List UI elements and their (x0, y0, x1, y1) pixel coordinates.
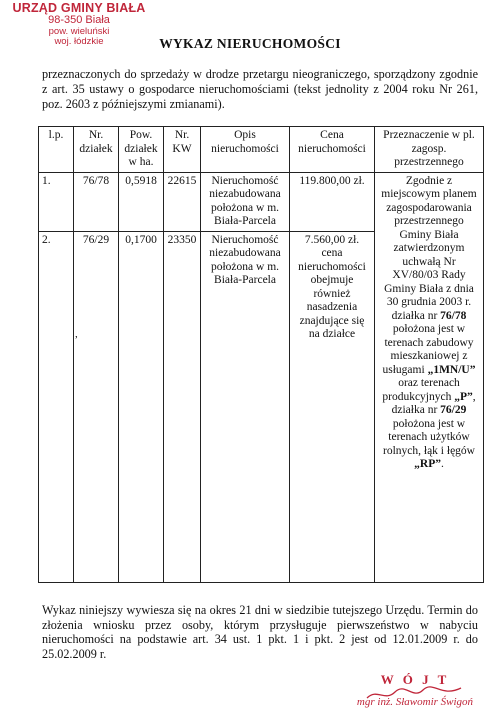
purpose-text: , działka nr (391, 390, 476, 416)
stamp-postal-address: 98-350 Biała (48, 14, 110, 27)
purpose-parcel-7678: 76/78 (440, 309, 467, 322)
stamp-office-name: URZĄD GMINY BIAŁA (12, 1, 146, 15)
purpose-zone-p: „P” (454, 390, 473, 403)
header-parcel-number: Nr. działek (74, 127, 119, 173)
purpose-zone-1mnu: „1MN/U” (427, 363, 476, 376)
signature-name: mgr inż. Sławomir Świgoń (356, 696, 474, 708)
header-description: Opis nieruchomości (201, 127, 290, 173)
purpose-text: położona jest w terenach użytków rolnych, łąk i łęgów (383, 417, 475, 457)
row-description: Nieruchomość niezabudowana położona w m. Biała-Parcela (201, 231, 290, 582)
header-land-register: Nr. KW (164, 127, 201, 173)
stamp-county: pow. wieluński (48, 25, 110, 37)
row-land-register: 22615 (164, 172, 201, 231)
table-header-row (39, 127, 484, 173)
header-lp: l.p. (39, 127, 74, 173)
property-table (38, 126, 484, 583)
header-price: Cena nieruchomości (290, 127, 375, 173)
row-price: 119.800,00 zł. (290, 172, 375, 231)
row-price: 7.560,00 zł. cena nieruchomości obejmuje również nasadzenia znajdujące się na działce (290, 231, 375, 582)
row-area: 0,1700 (119, 231, 164, 582)
purpose-zone-rp: „RP” (414, 458, 441, 470)
purpose-text: Zgodnie z miejscowym planem zagospodarowania przestrzennego Gminy Biała zatwierdzonym uchwałą Nr XV/80/03 Rady Gminy Biała z dnia 30 grudnia 2003 r. działka nr (381, 174, 477, 322)
row-parcel-number: 76/78 (74, 172, 119, 231)
purpose-cell (375, 172, 484, 582)
table-row (39, 172, 484, 231)
purpose-text: . (440, 458, 444, 470)
purpose-text: oraz terenach produkcyjnych (382, 377, 460, 403)
signature-block (345, 672, 485, 708)
row-description: Nieruchomość niezabudowana położona w m. Biała-Parcela (201, 172, 290, 231)
header-purpose: Przeznaczenie w pl. zagosp. przestrzennego (375, 127, 484, 173)
stamp-voivodeship: woj. łódzkie (54, 35, 104, 47)
row-area: 0,5918 (119, 172, 164, 231)
handwritten-signature (365, 684, 465, 704)
footer-paragraph: Wykaz niniejszy wywiesza się na okres 21 dni w siedzibie tutejszego Urzędu. Termin do złożenia wniosku przez osoby, którym przysługuje pierwszeństwo w nabyciu nieruchomości na podstawie art. 34 ust. 1 pkt. 1 i pkt. 2 jest od 12.01.2009 r. do 25.02.2009 r. (42, 603, 478, 661)
row-parcel-number: 76/29 (74, 231, 119, 582)
intro-paragraph: przeznaczonych do sprzedaży w drodze przetargu nieograniczego, sporządzony zgodnie z art. 35 ustawy o gospodarce nieruchomościami (tekst jednolity z 2004 roku Nr 261, poz. 2603 z późniejszymi zmianami). (42, 67, 478, 111)
stray-mark: , (75, 328, 78, 340)
header-area: Pow. działek w ha. (119, 127, 164, 173)
row-lp: 2. (39, 231, 74, 582)
row-lp: 1. (39, 172, 74, 231)
purpose-text: położona jest w terenach zabudowy mieszkaniowej z usługami (382, 323, 474, 376)
row-land-register: 23350 (164, 231, 201, 582)
document-title: WYKAZ NIERUCHOMOŚCI (159, 36, 341, 51)
signature-role: W Ó J T (380, 672, 450, 687)
purpose-parcel-7629: 76/29 (440, 404, 467, 416)
